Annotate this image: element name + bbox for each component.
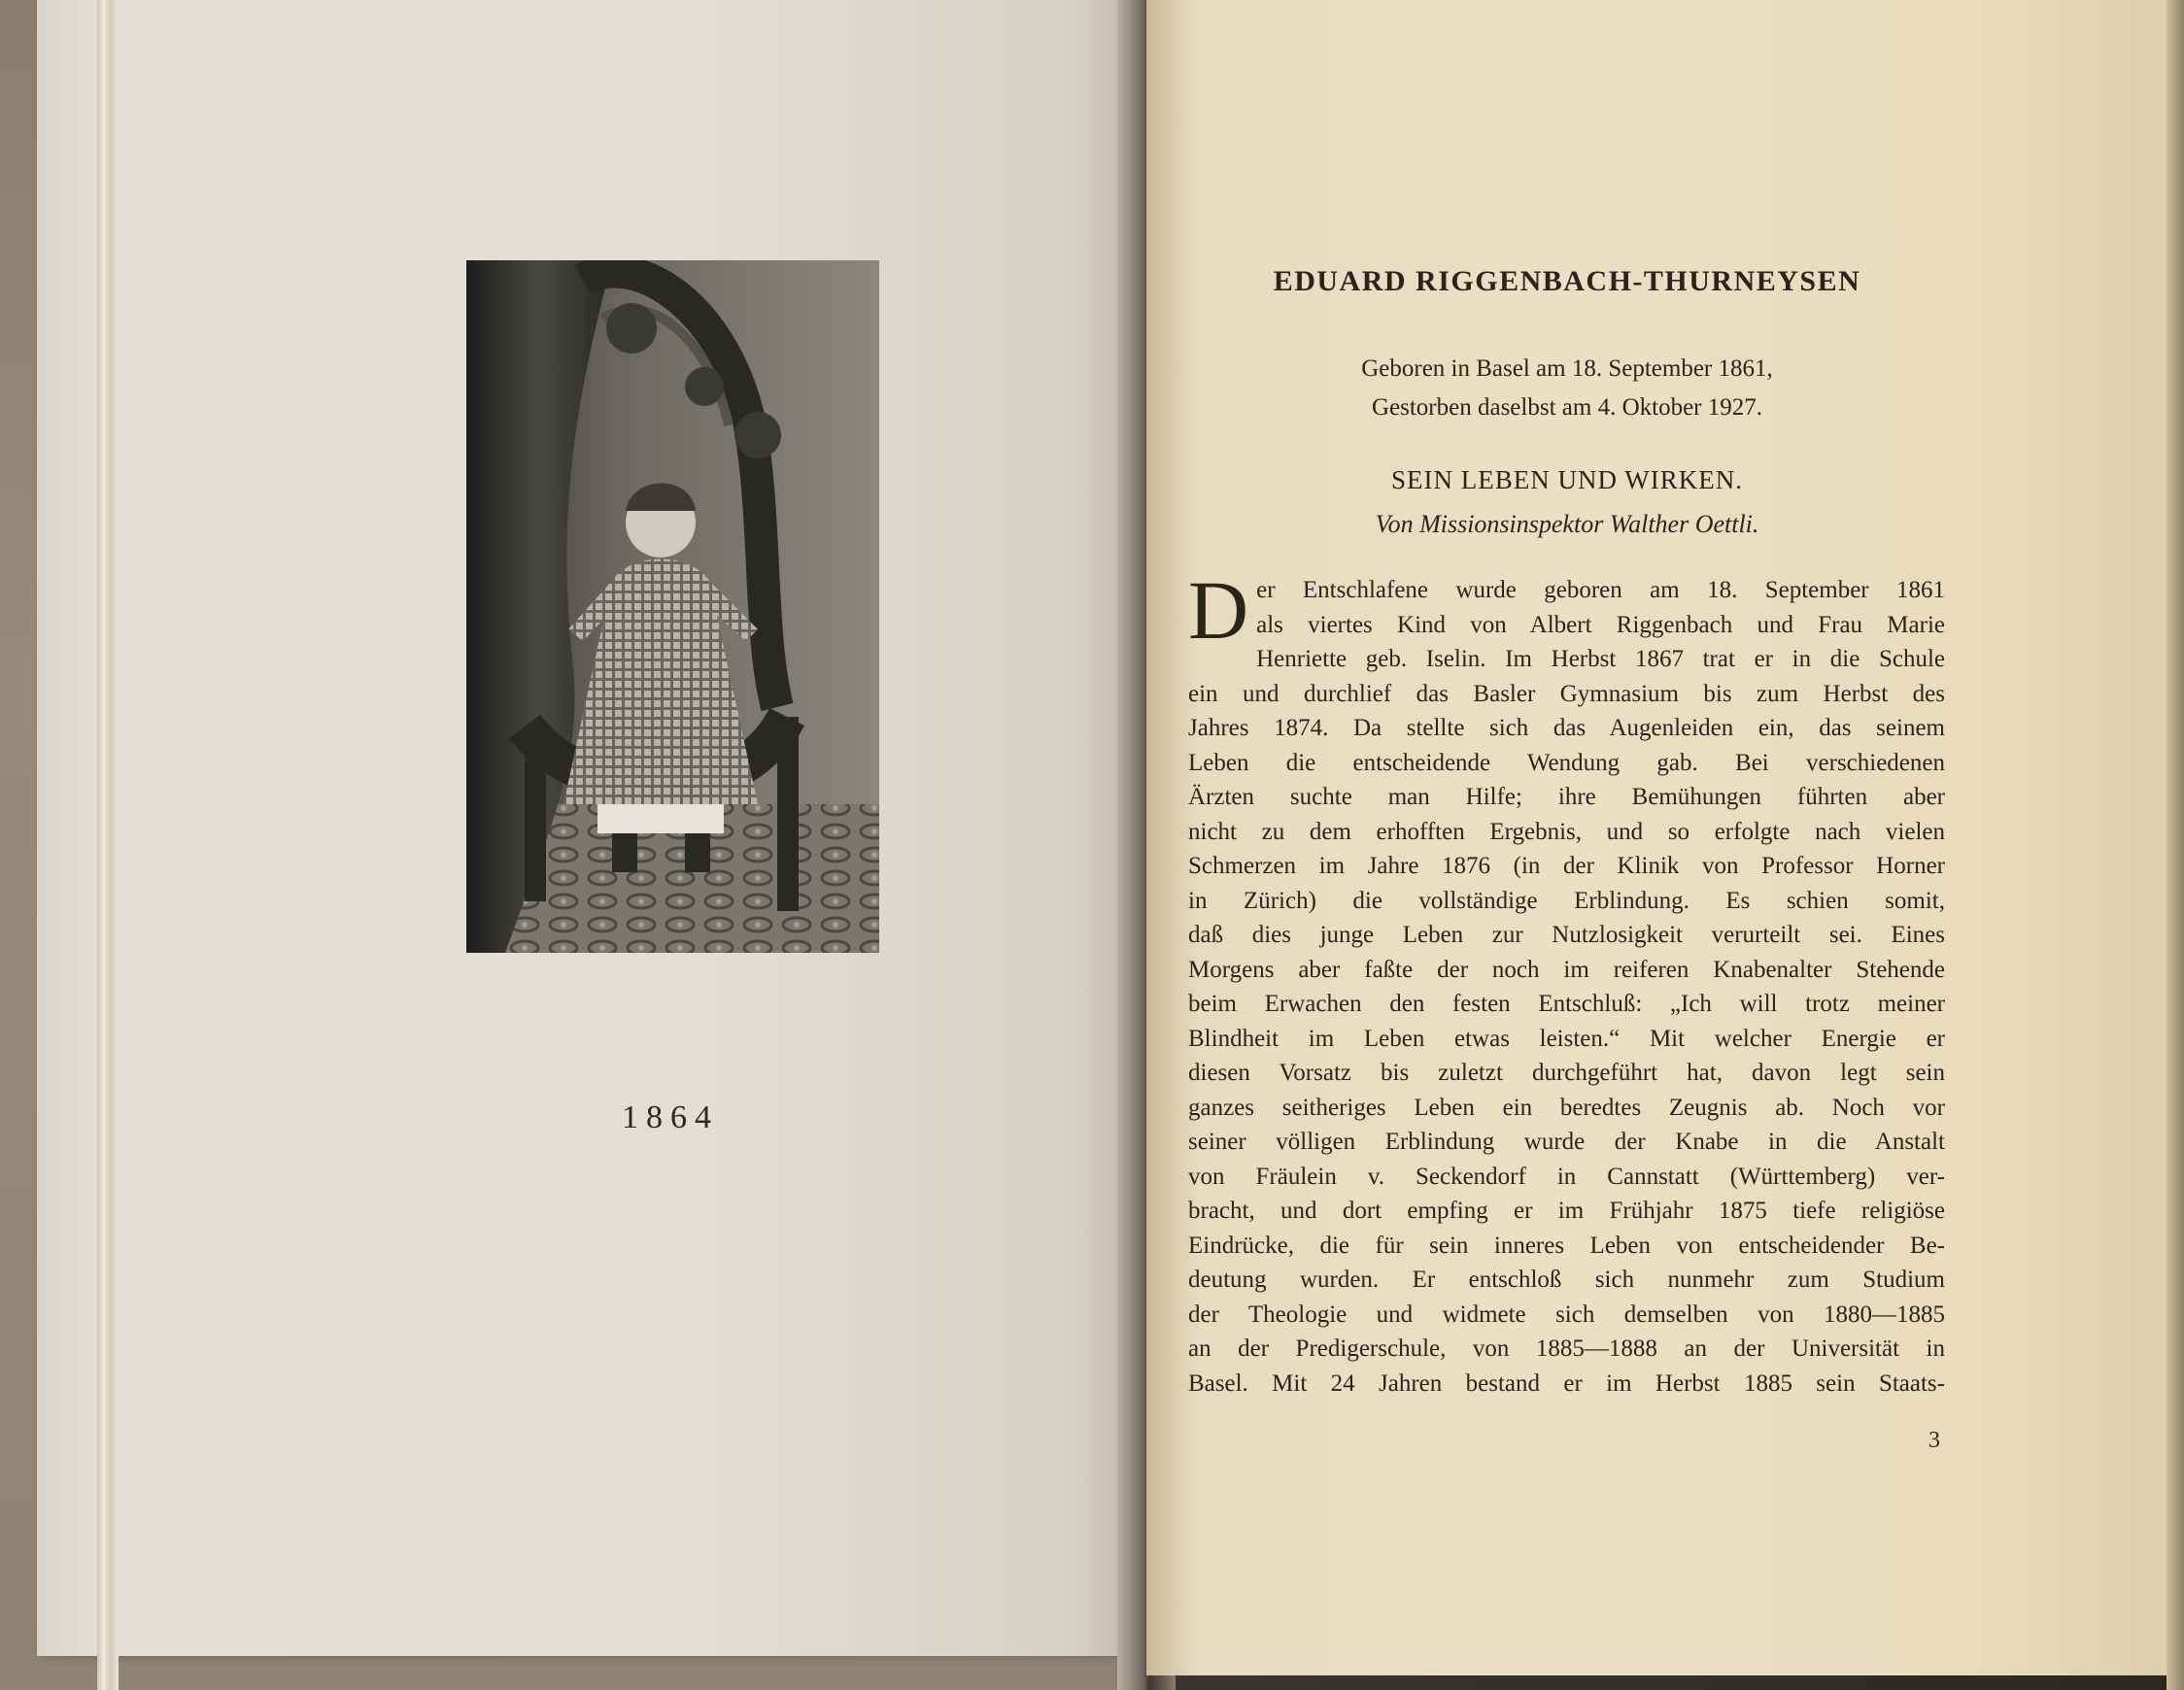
body-line: Eindrücke, die für sein inneres Leben von entscheidender Be- [1188,1232,1945,1259]
body-line: er Entschlafene wurde geboren am 18. September 1861 [1256,577,1945,603]
drop-cap: D [1188,563,1249,657]
body-line: Leben die entscheidende Wendung gab. Bei verschiedenen [1188,749,1945,776]
body-line: Schmerzen im Jahre 1876 (in der Klinik von Professor Horner [1188,853,1945,879]
body-line: Henriette geb. Iselin. Im Herbst 1867 trat er in die Schule [1256,646,1945,672]
photo-caption-year: 1864 [622,1099,719,1135]
body-line: deutung wurden. Er entschloß sich nunmehr zum Studium [1188,1267,1945,1293]
page-edge-stack [97,0,119,1690]
body-line: diesen Vorsatz bis zuletzt durchgeführt hat, davon legt sein [1188,1060,1945,1086]
body-line: Morgens aber faßte der noch im reiferen Knabenalter Stehende [1188,956,1945,983]
body-line: bracht, und dort empfing er im Frühjahr 1875 tiefe religiöse [1188,1198,1945,1224]
body-line: von Fräulein v. Seckendorf in Cannstatt (Württemberg) ver- [1188,1163,1945,1190]
body-line: Ärzten suchte man Hilfe; ihre Bemühungen führten aber [1188,784,1945,810]
page-title: EDUARD RIGGENBACH-THURNEYSEN [1273,265,1861,297]
body-text [1188,563,1945,1401]
body-line: Jahres 1874. Da stellte sich das Augenleiden ein, das seinem [1188,715,1945,741]
body-line: in Zürich) die vollständige Erblindung. Es schien somit, [1188,887,1945,914]
body-line: als viertes Kind von Albert Riggenbach und Frau Marie [1256,611,1945,638]
body-line: ganzes seitheriges Leben ein beredtes Zeugnis ab. Noch vor [1188,1094,1945,1121]
header-block [1188,253,1946,544]
birth-line: Geboren in Basel am 18. September 1861, [1361,355,1773,382]
right-page-edge [2167,0,2184,1690]
portrait-photograph [466,260,879,953]
body-line: daß dies junge Leben zur Nutzlosigkeit verurteilt sei. Eines [1188,922,1945,948]
life-dates [1188,350,1946,427]
author-line: Von Missionsinspektor Walther Oettli. [1375,510,1759,538]
body-line: seiner völligen Erblindung wurde der Knabe in die Anstalt [1188,1129,1945,1155]
body-line: der Theologie und widmete sich demselben von 1880—1885 [1188,1301,1945,1328]
body-line: nicht zu dem erhofften Ergebnis, und so erfolgte nach vielen [1188,818,1945,845]
body-line: Blindheit im Leben etwas leisten.“ Mit welcher Energie er [1188,1025,1945,1052]
death-line: Gestorben daselbst am 4. Oktober 1927. [1371,394,1762,421]
body-line: ein und durchlief das Basler Gymnasium bis zum Herbst des [1188,680,1945,707]
section-heading: SEIN LEBEN UND WIRKEN. [1391,465,1743,494]
body-line: an der Predigerschule, von 1885—1888 an der Universität in [1188,1335,1945,1362]
body-line: beim Erwachen den festen Entschluß: „Ich will trotz meiner [1188,991,1945,1017]
body-line: Basel. Mit 24 Jahren bestand er im Herbst 1885 sein Staats- [1188,1369,1945,1397]
page-number: 3 [1928,1428,1940,1453]
